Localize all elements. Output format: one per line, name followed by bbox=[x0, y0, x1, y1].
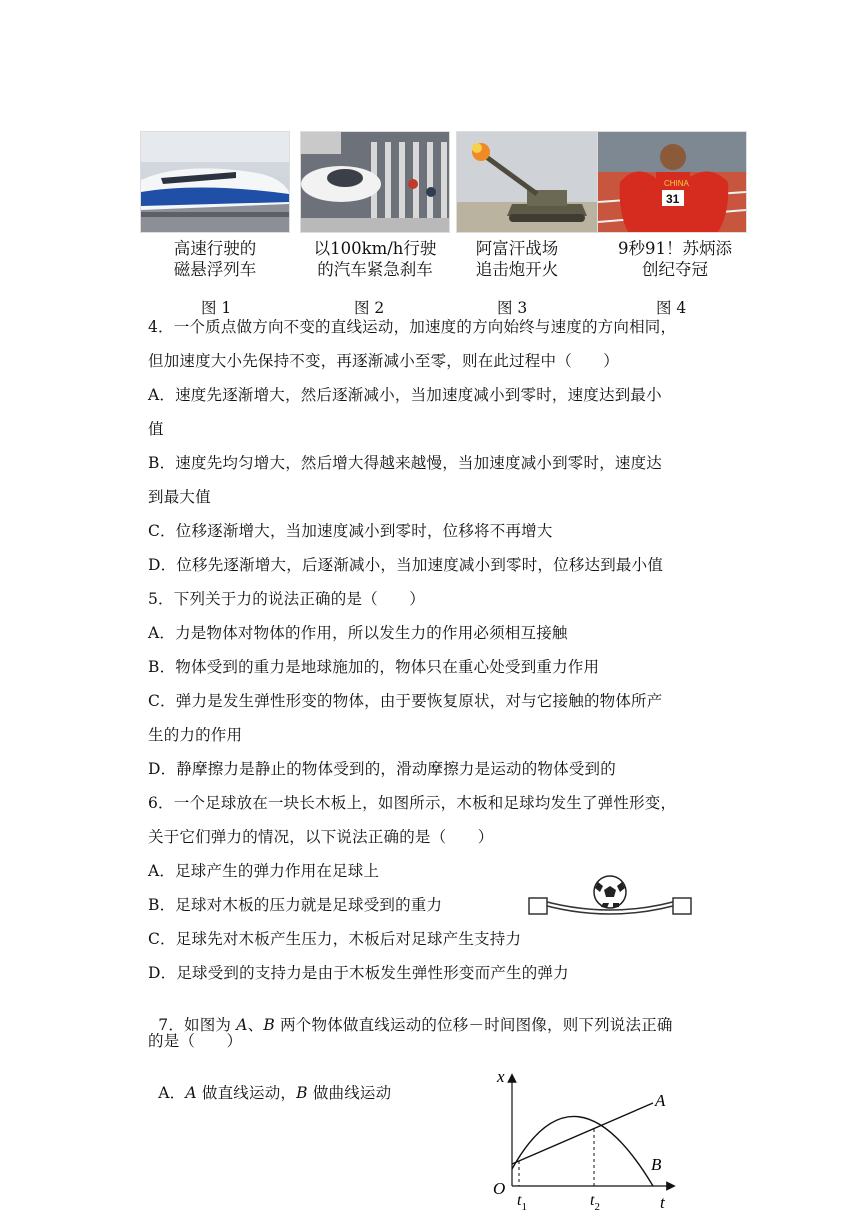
y-axis-label: x bbox=[497, 1067, 505, 1086]
figure-1-caption bbox=[130, 238, 300, 280]
q5-option-b: B．物体受到的重力是地球施加的，物体只在重心处受到重力作用 bbox=[148, 658, 600, 676]
q4-option-a-line-1: A．速度先逐渐增大，然后逐渐减小，当加速度减小到零时，速度达到最小 bbox=[148, 386, 662, 404]
q7-option-a bbox=[148, 1063, 391, 1103]
caption-line: 创纪夺冠 bbox=[642, 260, 708, 279]
figure-4-label: 图 4 bbox=[656, 299, 687, 317]
q5-option-d: D．静摩擦力是静止的物体受到的，滑动摩擦力是运动的物体受到的 bbox=[148, 760, 616, 778]
q6-option-d: D．足球受到的支持力是由于木板发生弹性形变而产生的弹力 bbox=[148, 964, 569, 982]
sprinter-photo bbox=[597, 131, 747, 233]
q7-letter-a: A bbox=[236, 1016, 248, 1034]
caption-line: 以100km/h行驶 bbox=[313, 239, 437, 258]
q6-stem-line-2: 关于它们弹力的情况，以下说法正确的是（ ） bbox=[148, 828, 494, 846]
football-board-diagram bbox=[525, 870, 695, 920]
x-axis-label: t bbox=[660, 1193, 665, 1212]
q5-option-c-line-2: 生的力的作用 bbox=[148, 726, 243, 744]
figure-1-label: 图 1 bbox=[201, 299, 232, 317]
q4-option-a-line-2: 值 bbox=[148, 420, 164, 438]
car-braking-photo bbox=[300, 131, 450, 233]
q6-option-c: C．足球先对木板产生压力，木板后对足球产生支持力 bbox=[148, 930, 522, 948]
figure-3-label: 图 3 bbox=[497, 299, 528, 317]
q7-stem-line-2: 的是（ ） bbox=[148, 1032, 243, 1050]
q7-letter-a: A bbox=[185, 1084, 197, 1102]
q5-stem: 5．下列关于力的说法正确的是（ ） bbox=[148, 590, 425, 608]
position-time-graph bbox=[485, 1066, 685, 1216]
figure-3-caption bbox=[432, 238, 602, 280]
t1-subscript: 1 bbox=[521, 1201, 527, 1213]
q7-text: 、 bbox=[247, 1016, 264, 1034]
right-support-block bbox=[673, 898, 691, 914]
t2-symbol: t bbox=[590, 1192, 595, 1209]
q7-letter-b: B bbox=[296, 1084, 308, 1102]
caption-line: 9秒91！苏炳添 bbox=[618, 239, 732, 258]
caption-line: 阿富汗战场 bbox=[475, 239, 559, 258]
q6-option-b: B．足球对木板的压力就是足球受到的重力 bbox=[148, 896, 443, 914]
q4-option-b-line-1: B．速度先均匀增大，然后增大得越来越慢，当加速度减小到零时，速度达 bbox=[148, 454, 662, 472]
left-support-block bbox=[529, 898, 547, 914]
origin-label: O bbox=[493, 1179, 506, 1198]
q7-text: 做曲线运动 bbox=[307, 1084, 392, 1102]
q5-option-a: A．力是物体对物体的作用，所以发生力的作用必须相互接触 bbox=[148, 624, 568, 642]
q4-option-b-line-2: 到最大值 bbox=[148, 488, 211, 506]
q4-stem-line-2: 但加速度大小先保持不变，再逐渐减小至零，则在此过程中（ ） bbox=[148, 352, 620, 370]
t1-label bbox=[517, 1192, 527, 1213]
series-a-label: A bbox=[655, 1091, 666, 1110]
caption-line: 追击炮开火 bbox=[475, 260, 559, 279]
q6-stem-line-1: 6．一个足球放在一块长木板上，如图所示，木板和足球均发生了弹性形变， bbox=[148, 794, 677, 812]
q6-option-a: A．足球产生的弹力作用在足球上 bbox=[148, 862, 380, 880]
caption-line: 磁悬浮列车 bbox=[173, 260, 257, 279]
curve-b bbox=[512, 1116, 653, 1186]
caption-line: 高速行驶的 bbox=[173, 239, 257, 258]
t2-subscript: 2 bbox=[594, 1201, 600, 1213]
q7-text: 7．如图为 bbox=[158, 1016, 237, 1034]
figure-4-caption bbox=[590, 238, 760, 280]
series-b-label: B bbox=[651, 1155, 662, 1174]
q5-option-c-line-1: C．弹力是发生弹性形变的物体，由于要恢复原状，对与它接触的物体所产 bbox=[148, 692, 663, 710]
tank-firing-photo bbox=[456, 131, 606, 233]
q7-text: A． bbox=[158, 1084, 186, 1102]
maglev-train-photo bbox=[140, 131, 290, 233]
q4-option-d: D．位移先逐渐增大，后逐渐减小，当加速度减小到零时，位移达到最小值 bbox=[148, 556, 664, 574]
t1-symbol: t bbox=[517, 1192, 522, 1209]
q7-text: 做直线运动， bbox=[196, 1084, 297, 1102]
shirt-text: CHINA bbox=[664, 179, 689, 188]
football-icon bbox=[594, 876, 626, 908]
q7-text: 两个物体做直线运动的位移－时间图像，则下列说法正确 bbox=[274, 1016, 673, 1034]
t2-label bbox=[590, 1192, 600, 1213]
bib-number: 31 bbox=[666, 192, 680, 206]
q4-stem-line-1: 4．一个质点做方向不变的直线运动，加速度的方向始终与速度的方向相同， bbox=[148, 318, 677, 336]
q4-option-c: C．位移逐渐增大，当加速度减小到零时，位移将不再增大 bbox=[148, 522, 553, 540]
caption-line: 的汽车紧急刹车 bbox=[317, 260, 433, 279]
q7-letter-b: B bbox=[263, 1016, 275, 1034]
figure-2-label: 图 2 bbox=[354, 299, 385, 317]
